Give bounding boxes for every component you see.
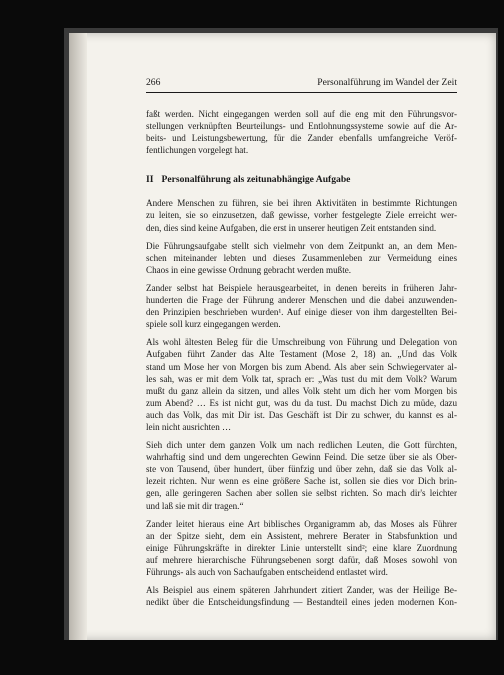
text-line: Führungs- als auch von Sachaufgaben entscheidend entlastet wird. (146, 567, 388, 577)
text-line: und laß sie mit dir tragen.“ (146, 500, 244, 511)
paragraph (146, 584, 457, 608)
text-line: schen miteinander lebten und dieses Zusammenleben zur Vermeidung eines (146, 252, 457, 263)
text-line: fentlichungen vorgelegt hat. (146, 145, 249, 156)
section-title: Personalführung als zeitunabhängige Aufgabe (161, 174, 351, 186)
text-line: Zander leitet hieraus eine Art biblisches Organigramm ab, das Moses als Führer (146, 518, 457, 529)
paragraph (146, 518, 457, 578)
text-line: Sieh dich unter dem ganzen Volk um nach redlichen Leuten, die Gott fürchten, (146, 440, 457, 451)
page-spine-shading (69, 33, 87, 640)
text-line: lezeit richten. Nur wenn es eine größere Sache ist, sollen sie dies vor Dich brin- (146, 476, 457, 487)
text-line: Als Beispiel aus einem späteren Jahrhundert zitiert Zander, was der Heilige Be- (146, 585, 457, 596)
text-line: nedikt über die Entscheidungsfindung — Bestandteil eines jeden modernen Kon- (146, 597, 457, 608)
paragraph (146, 197, 457, 233)
text-line: les sah, was er mit dem Volk tat, sprach er: „Was tust du mit dem Volk? Warum (146, 373, 457, 384)
text-line: Als wohl ältesten Beleg für die Umschreibung von Führung und Delegation von (146, 337, 457, 348)
text-line: Chaos in eine gewisse Ordnung gebracht werden mußte. (146, 264, 352, 275)
text-line: zum Abend? … Es ist nicht gut, was du da tust. Du machst Dich zu müde, dazu (146, 397, 457, 408)
running-title: Personalführung im Wandel der Zeit (317, 77, 457, 88)
text-line: Zander selbst hat Beispiele herausgearbeitet, in denen bereits in früheren Jahr- (146, 282, 457, 293)
text-line: Andere Menschen zu führen, sie bei ihren Aktivitäten in bestimmte Richtungen (146, 198, 457, 209)
section-number: II (146, 174, 154, 186)
page-number: 266 (146, 77, 161, 88)
text-line: an der Spitze sieht, dem ein Assistent, mehrere Berater in Stabsfunktion und (146, 530, 457, 541)
paragraph (146, 336, 457, 433)
text-line: ste von Tausend, über hundert, über fünfzig und über zehn, daß sie das Volk al- (146, 464, 457, 475)
text-line: lein nicht ausrichten … (146, 421, 232, 432)
text-line: Die Führungsaufgabe stellt sich vielmehr von dem Zeitpunkt an, an dem Men- (146, 240, 457, 251)
text-line: auch das Volk, das mit Dir ist. Das Geschäft ist Dir zu schwer, du kannst es al- (146, 409, 457, 420)
page-content (146, 77, 457, 614)
text-line: stand um Mose her von Morgen bis zum Abend. Als aber sein Schwiegervater al- (146, 361, 457, 372)
paragraph (146, 240, 457, 276)
text-line: mußt du ganz allein da sitzen, und alles Volk steht um dich her vom Morgen bis (146, 385, 457, 396)
text-line: den Prinzipien beschrieben wurden¹. Auf einige dieser von ihm dargestellten Bei- (146, 307, 457, 318)
text-line: zu leiten, sie so einzusetzen, daß gewisse, vorher festgelegte Ziele erreicht wer- (146, 210, 457, 221)
paragraph (146, 439, 457, 512)
paragraph (146, 282, 457, 330)
text-line: beits- und Leistungsbewertung, für die Zander ebenfalls umfangreiche Veröf- (146, 133, 457, 144)
text-line: faßt werden. Nicht eingegangen werden soll auf die eng mit den Führungsvor- (146, 109, 457, 119)
text-line: spiele soll kurz eingegangen werden. (146, 319, 281, 330)
text-line: stellungen verknüpften Beurteilungs- und Entlohnungssysteme sowie auf die Ar- (146, 121, 457, 132)
running-header (146, 77, 457, 93)
text-line: den, dies sind keine Aufgaben, die erst in unserer heutigen Zeit entstanden sind. (146, 222, 437, 233)
text-line: auf mehrere hierarchische Führungsebenen sorgt dafür, daß Moses sowohl von (146, 554, 457, 565)
text-line: hunderten die Frage der Führung anderer Menschen und die dabei anzuwenden- (146, 295, 457, 306)
body-text (146, 108, 457, 608)
text-line: einige Führungskräfte in direkter Linie unterstellt sind²; eine klare Zuordnung (146, 542, 457, 553)
text-line: gen, alle geringeren Sachen aber sollen sie selbst richten. So mach dir's leichter (146, 488, 457, 499)
section-heading (146, 174, 457, 186)
text-line: wahrhaftig sind und dem ungerechten Gewinn Feind. Die setze über sie als Ober- (146, 452, 457, 463)
text-line: Aufgaben führt Zander das Alte Testament (Mose 2, 18) an. „Und das Volk (146, 349, 457, 360)
paragraph-continued (146, 108, 457, 156)
